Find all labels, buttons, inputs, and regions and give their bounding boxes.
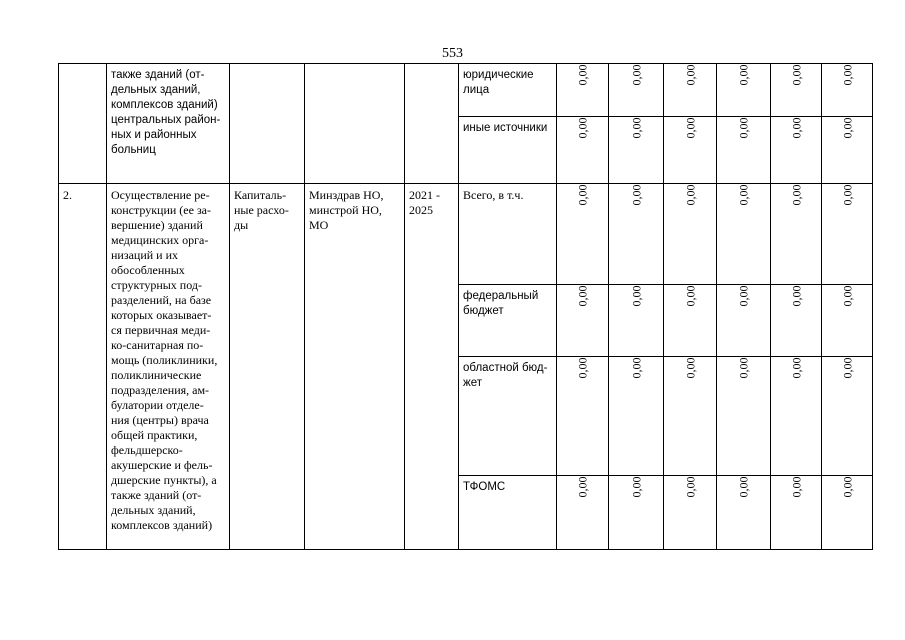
item-name-cell: также зданий (от- дельных зданий, комплексов зданий) центральных район- ных и районных больниц <box>107 64 230 184</box>
value-cell: 0,00 <box>822 357 873 476</box>
value-cell: 0,00 <box>609 285 664 357</box>
value-cell: 0,00 <box>771 117 822 184</box>
value-cell: 0,00 <box>557 476 609 550</box>
value-cell: 0,00 <box>609 117 664 184</box>
program-budget-table <box>58 63 873 550</box>
value-cell: 0,00 <box>609 64 664 117</box>
value-cell: 0,00 <box>822 64 873 117</box>
period-cell: 2021 - 2025 <box>405 184 459 550</box>
funding-source-cell: ТФОМС <box>459 476 557 550</box>
page-number: 553 <box>442 46 463 61</box>
value-cell: 0,00 <box>664 64 717 117</box>
funding-source-cell: федеральный бюджет <box>459 285 557 357</box>
table-body <box>59 64 873 550</box>
expense-type-cell: Капиталь- ные расхо- ды <box>230 184 305 550</box>
value-cell: 0,00 <box>557 285 609 357</box>
table-row <box>59 184 873 285</box>
value-cell: 0,00 <box>771 285 822 357</box>
value-cell: 0,00 <box>557 184 609 285</box>
value-cell: 0,00 <box>717 117 771 184</box>
value-cell: 0,00 <box>557 64 609 117</box>
value-cell: 0,00 <box>717 184 771 285</box>
funding-source-cell: областной бюд- жет <box>459 357 557 476</box>
expense-type-cell <box>230 64 305 184</box>
funding-source-cell: иные источники <box>459 117 557 184</box>
item-number-cell <box>59 64 107 184</box>
table-row <box>59 64 873 117</box>
value-cell: 0,00 <box>609 184 664 285</box>
value-cell: 0,00 <box>664 357 717 476</box>
value-cell: 0,00 <box>822 184 873 285</box>
value-cell: 0,00 <box>717 476 771 550</box>
value-cell: 0,00 <box>822 117 873 184</box>
value-cell: 0,00 <box>664 117 717 184</box>
value-cell: 0,00 <box>822 476 873 550</box>
value-cell: 0,00 <box>822 285 873 357</box>
executors-cell <box>305 64 405 184</box>
executors-cell: Минздрав НО, минстрой НО, МО <box>305 184 405 550</box>
value-cell: 0,00 <box>771 64 822 117</box>
value-cell: 0,00 <box>609 476 664 550</box>
funding-source-cell: Всего, в т.ч. <box>459 184 557 285</box>
value-cell: 0,00 <box>664 184 717 285</box>
value-cell: 0,00 <box>664 285 717 357</box>
funding-source-cell: юридические лица <box>459 64 557 117</box>
value-cell: 0,00 <box>771 476 822 550</box>
value-cell: 0,00 <box>609 357 664 476</box>
value-cell: 0,00 <box>557 117 609 184</box>
value-cell: 0,00 <box>557 357 609 476</box>
value-cell: 0,00 <box>771 357 822 476</box>
value-cell: 0,00 <box>717 285 771 357</box>
period-cell <box>405 64 459 184</box>
item-number-cell: 2. <box>59 184 107 550</box>
value-cell: 0,00 <box>717 357 771 476</box>
value-cell: 0,00 <box>771 184 822 285</box>
value-cell: 0,00 <box>717 64 771 117</box>
value-cell: 0,00 <box>664 476 717 550</box>
item-name-cell: Осуществление ре- конструкции (ее за- вершение) зданий медицинских орга- низаций и их обособленных структурных под- разделений, на базе которых оказывает- ся первичная меди- ко-санитарная по- мощь (поликлиники, поликлинические подразделения, ам- булатории отделе- ния (центры) врача общей практики, фельдшерско- акушерские и фель- дшерские пункты), а также зданий (от- дельных зданий, комплексов зданий) <box>107 184 230 550</box>
